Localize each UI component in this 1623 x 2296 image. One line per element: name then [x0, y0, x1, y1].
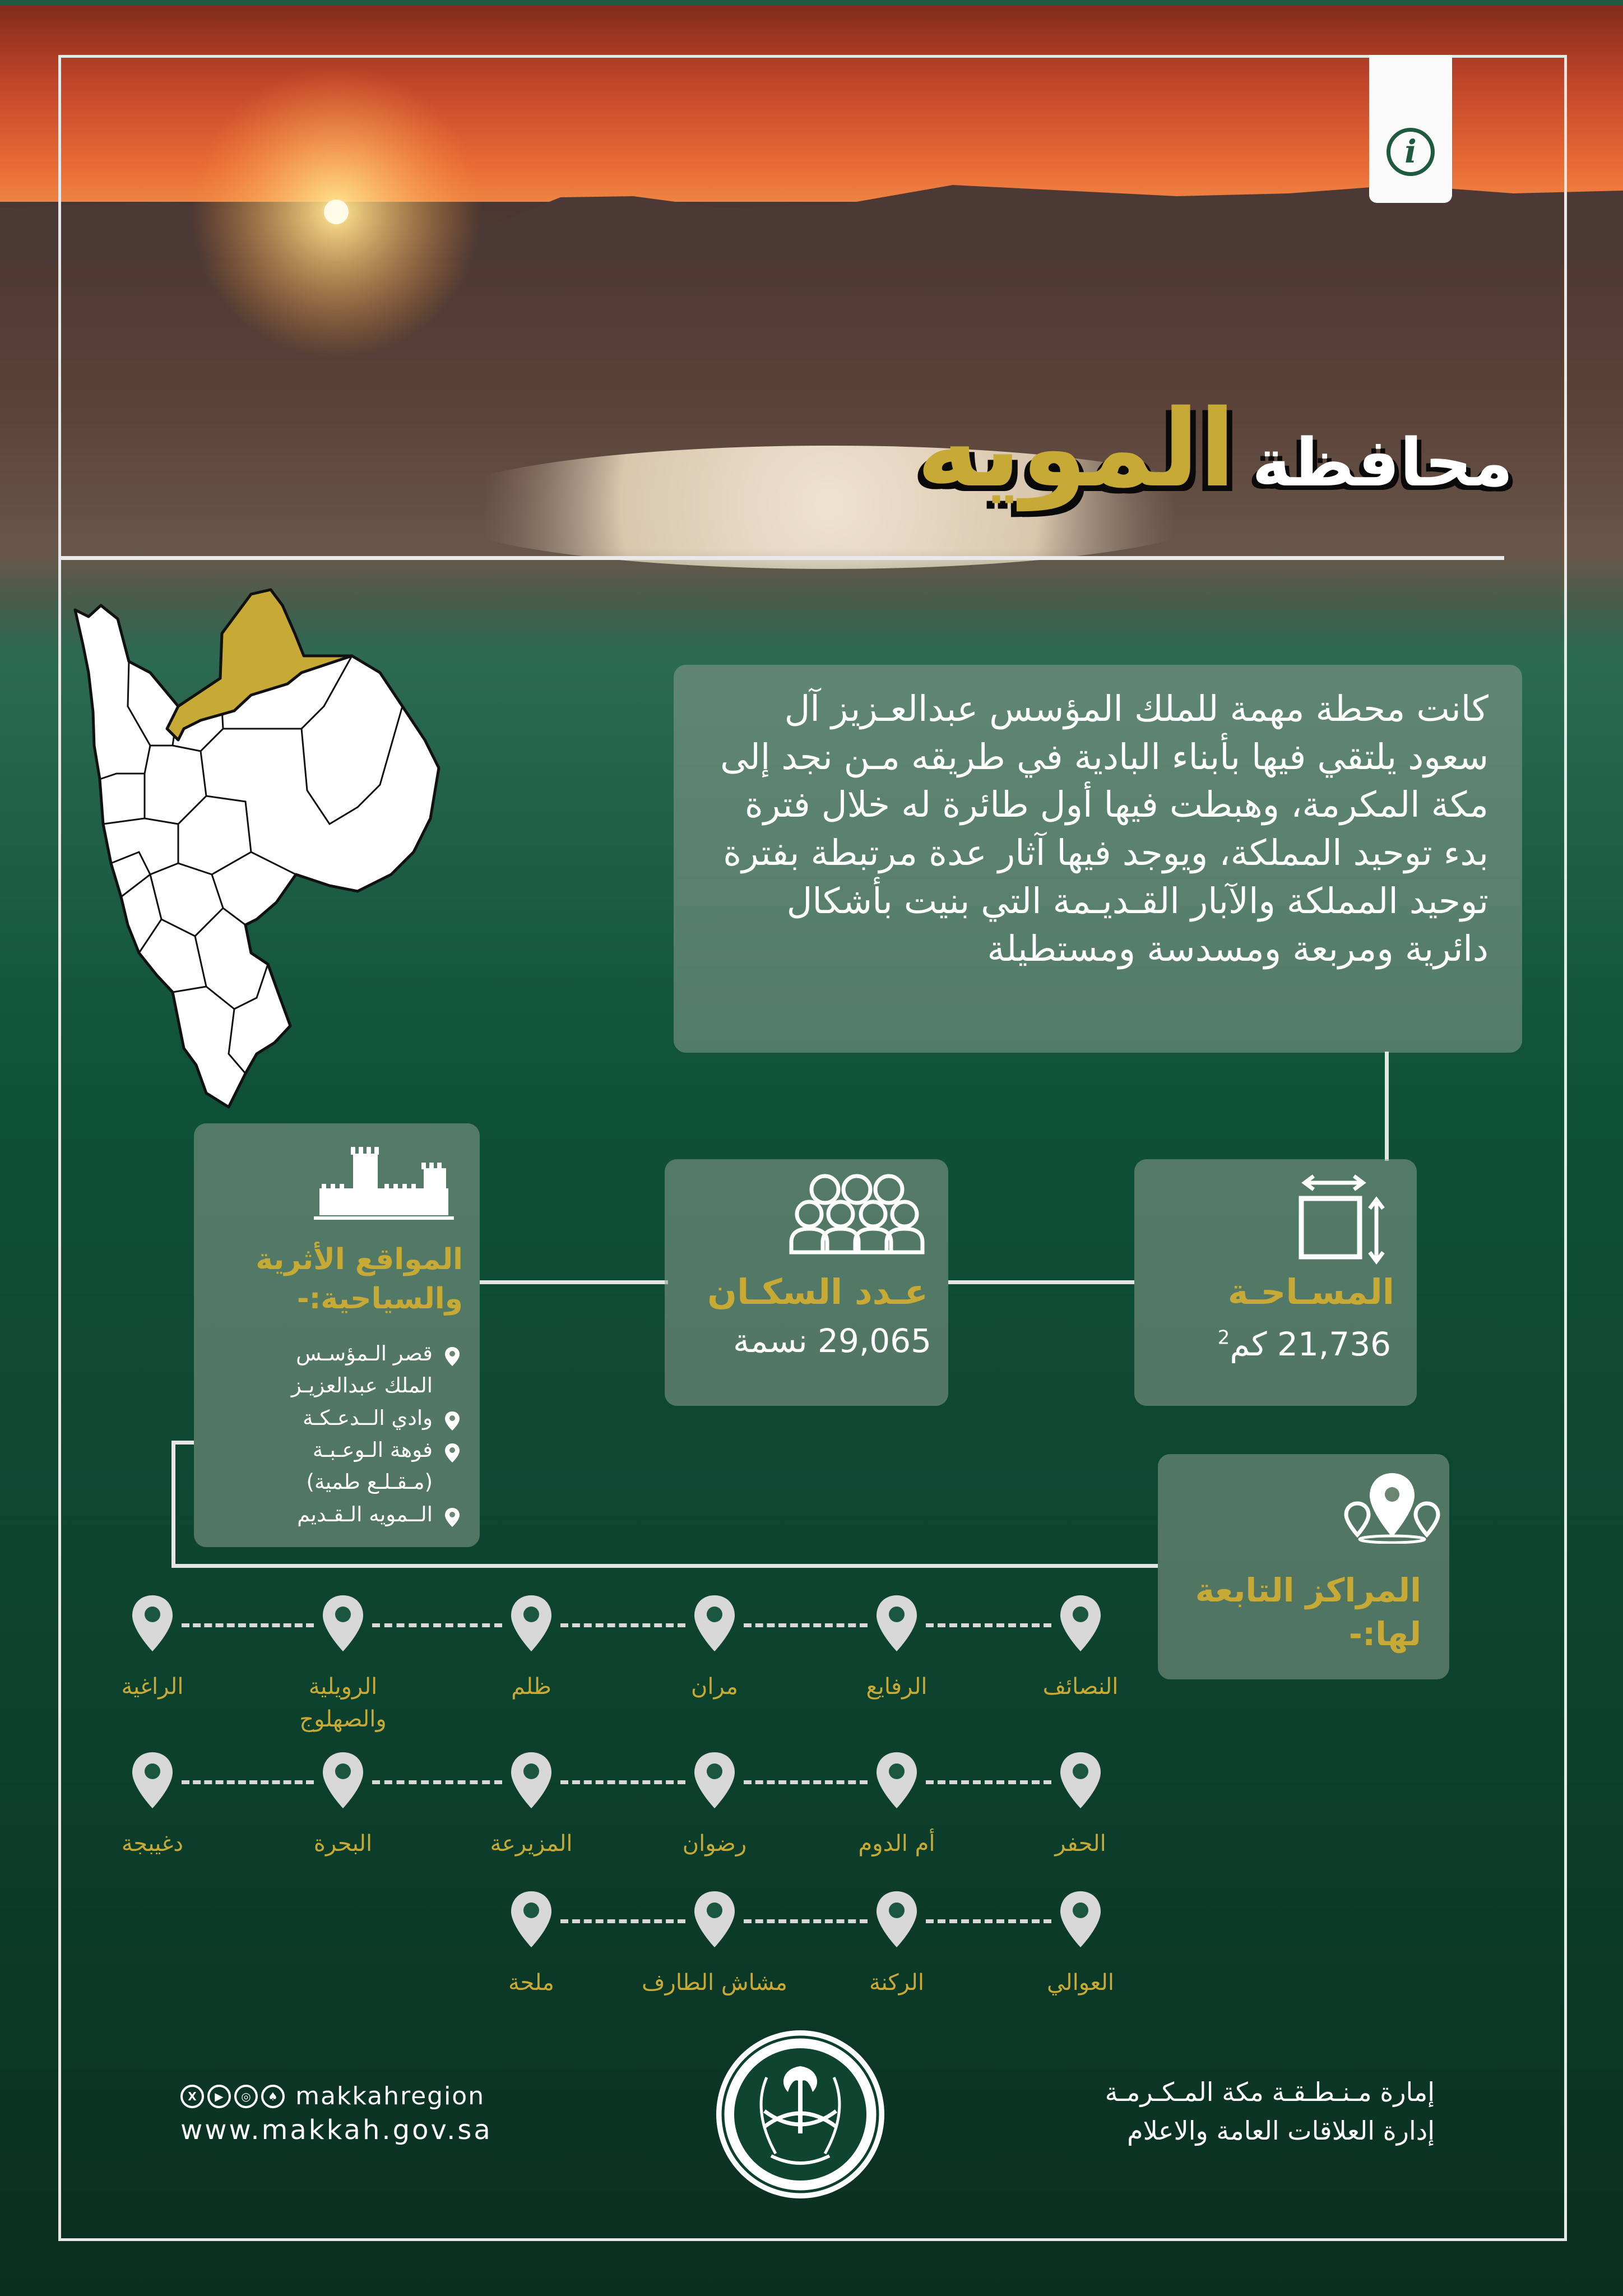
center-pin-icon — [130, 1593, 175, 1658]
centers-title-line2: لها:- — [1348, 1615, 1421, 1654]
site-item-line: وادي الــدعـكـة — [302, 1405, 433, 1430]
population-unit: نسمة — [733, 1322, 808, 1360]
site-item — [235, 1402, 460, 1434]
center-connector — [372, 1623, 502, 1627]
center-pin-icon — [1058, 1889, 1103, 1954]
center-label: مران — [691, 1674, 738, 1700]
connector-pop-area — [948, 1280, 1134, 1284]
center-connector — [560, 1780, 685, 1784]
footer-org — [1105, 2073, 1435, 2150]
x-icon[interactable]: X — [180, 2085, 204, 2108]
info-icon: i — [1386, 128, 1435, 176]
center-pin-icon — [692, 1593, 737, 1658]
people-icon — [787, 1170, 927, 1255]
center-label: الرفايع — [866, 1674, 928, 1700]
center-connector — [744, 1780, 868, 1784]
site-item — [235, 1434, 460, 1498]
center-connector — [744, 1919, 868, 1923]
center-connector — [560, 1623, 685, 1627]
center-pin-icon — [692, 1889, 737, 1954]
centers-title-line1: المراكز التابعة — [1195, 1571, 1421, 1609]
center-connector — [560, 1919, 685, 1923]
center-connector — [182, 1780, 314, 1784]
area-unit-sup: 2 — [1217, 1326, 1230, 1349]
center-label: العوالي — [1047, 1970, 1114, 1996]
center-connector — [926, 1780, 1051, 1784]
locations-icon — [1343, 1471, 1441, 1544]
site-item-line: الــمويه الـقـديم — [297, 1502, 433, 1526]
center-pin-icon — [509, 1750, 554, 1815]
center-label: الركنة — [869, 1970, 924, 1996]
info-tab — [1369, 55, 1452, 203]
population-value-line — [733, 1322, 931, 1360]
center-connector — [926, 1623, 1051, 1627]
site-item-line: الملك عبدالعزيـز — [291, 1373, 433, 1398]
sites-list — [235, 1337, 460, 1530]
centers-title — [1195, 1568, 1421, 1656]
site-item-line: قصر الـمؤسـس — [296, 1341, 433, 1365]
center-label: النصائف — [1042, 1674, 1119, 1700]
center-label: ملحة — [508, 1970, 554, 1996]
title-divider — [58, 556, 1504, 560]
center-label: ظلم — [511, 1674, 551, 1700]
snapchat-icon[interactable]: ♠ — [261, 2085, 285, 2108]
connector-sites-pop — [480, 1280, 668, 1284]
location-pin-icon — [445, 1504, 460, 1536]
connector-sites-left — [171, 1441, 175, 1567]
center-connector — [926, 1919, 1051, 1923]
footer-org-line2: إدارة العلاقات العامة والاعلام — [1127, 2116, 1435, 2146]
center-label: البحرة — [313, 1831, 373, 1857]
center-pin-icon — [321, 1750, 365, 1815]
centers-card — [1158, 1454, 1449, 1679]
sites-title-line2: والسياحية:- — [297, 1282, 463, 1316]
sites-title-line1: المواقع الأثرية — [256, 1243, 463, 1276]
site-item-line: (مـقـلـع طمية) — [306, 1470, 433, 1494]
footer-org-line1: إمارة مـنـطـقـة مكة المـكـرمـة — [1105, 2077, 1435, 2107]
center-pin-icon — [509, 1593, 554, 1658]
center-pin-icon — [874, 1593, 919, 1658]
region-map — [66, 561, 571, 1121]
social-row — [180, 2082, 485, 2110]
description-card — [674, 665, 1522, 1053]
title-prefix: محافظة — [1251, 424, 1513, 501]
center-connector — [182, 1623, 314, 1627]
center-label: دغيبجة — [121, 1831, 184, 1857]
instagram-icon[interactable]: ◎ — [234, 2085, 258, 2108]
center-connector — [744, 1623, 868, 1627]
location-pin-icon — [445, 1439, 460, 1471]
description-text: كانت محطة مهمة للملك المؤسس عبدالعـزيز آل سعود يلتقي فيها بأبناء البادية في طريقه مـن نجد إلى مكة المكرمة، وهبطت فيها أول طائرة له خلال فترة بدء توحيد المملكة، ويوجد فيها آثار عدة مرتبطة بفترة توحيد المملكة والآبار القـديـمة التي بنيت بأشكال دائرية ومربعة ومسدسة ومستطيلة — [720, 688, 1488, 970]
site-item — [235, 1337, 460, 1402]
center-pin-icon — [130, 1750, 175, 1815]
center-pin-icon — [1058, 1593, 1103, 1658]
center-label: أم الدوم — [858, 1831, 935, 1857]
area-value: 21,736 — [1277, 1325, 1391, 1363]
area-label: المسـاحـة — [1227, 1271, 1394, 1312]
population-card — [665, 1159, 948, 1406]
center-pin-icon — [321, 1593, 365, 1658]
location-pin-icon — [445, 1343, 460, 1375]
connector-centers-bottom — [171, 1564, 1158, 1568]
area-value-line — [1218, 1325, 1391, 1363]
sites-title — [256, 1240, 463, 1318]
center-pin-icon — [874, 1889, 919, 1954]
fort-icon — [314, 1137, 454, 1226]
area-unit: كم — [1230, 1325, 1267, 1363]
population-value: 29,065 — [818, 1322, 931, 1360]
center-label: الرويلية والصهلوج — [299, 1674, 387, 1732]
page-title — [916, 387, 1513, 511]
title-name: المويه — [916, 387, 1236, 511]
emblem-icon — [713, 2027, 888, 2202]
site-item — [235, 1498, 460, 1530]
center-label: المزيرعة — [490, 1831, 573, 1857]
center-connector — [372, 1780, 502, 1784]
center-label: مشاش الطارف — [642, 1970, 787, 1996]
connector-desc-area — [1385, 1052, 1389, 1161]
center-label: الراغية — [121, 1674, 184, 1700]
sites-card — [194, 1123, 480, 1547]
population-label: عـدد السكـان — [707, 1271, 928, 1312]
area-card — [1134, 1159, 1417, 1406]
center-pin-icon — [874, 1750, 919, 1815]
center-pin-icon — [509, 1889, 554, 1954]
social-handle[interactable]: makkahregion — [295, 2082, 485, 2110]
center-label: رضوان — [682, 1831, 747, 1857]
site-item-line: فوهة الـوعـبـة — [312, 1438, 433, 1462]
website-link[interactable]: www.makkah.gov.sa — [180, 2114, 493, 2146]
center-pin-icon — [1058, 1750, 1103, 1815]
youtube-icon[interactable]: ▶ — [207, 2085, 231, 2108]
area-icon — [1295, 1170, 1390, 1271]
center-pin-icon — [692, 1750, 737, 1815]
center-label: الحفر — [1055, 1831, 1106, 1857]
